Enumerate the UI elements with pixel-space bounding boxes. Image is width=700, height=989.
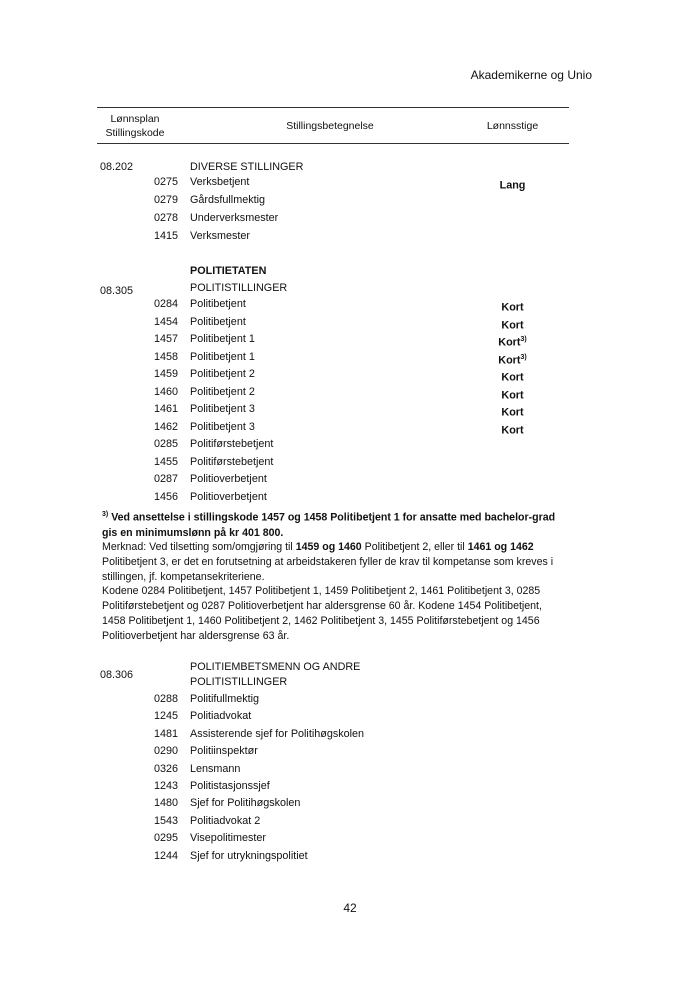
stillingskode: 0278: [153, 212, 178, 224]
table-header-rule: [97, 143, 569, 144]
lonnsstige: Lang: [499, 179, 526, 192]
section-heading: POLITIETATEN: [190, 265, 267, 277]
stillingskode: 1415: [153, 230, 178, 242]
table-row: [0, 366, 700, 383]
stillingskode: 0284: [153, 298, 178, 310]
table-row: [0, 848, 700, 865]
stillingskode: 1543: [153, 814, 178, 827]
group-code: 08.305: [100, 285, 134, 297]
stillingsbetegnelse: Politiinspektør: [190, 745, 258, 758]
stillingskode: 1480: [153, 797, 178, 810]
stillingskode: 1455: [153, 455, 178, 468]
table-row: [0, 296, 700, 313]
table-row: [0, 761, 700, 778]
lonnsstige: Kort$^{3)}$: [498, 336, 527, 349]
table-top-rule: [97, 107, 569, 108]
group-title: DIVERSE STILLINGER: [190, 161, 304, 173]
stillingsbetegnelse: Gårdsfullmektig: [190, 194, 266, 206]
stillingsbetegnelse: Visepolitimester: [190, 832, 267, 845]
table-row: [0, 419, 700, 436]
lonnsstige: Kort: [501, 424, 524, 437]
table-row: [0, 349, 700, 366]
stillingskode: 1459: [153, 368, 178, 380]
stillingsbetegnelse: Politiførstebetjent: [190, 438, 274, 450]
group-code: 08.202: [100, 161, 134, 173]
table-row: [0, 228, 700, 245]
table-row: [0, 743, 700, 760]
lonnsstige: Kort: [501, 371, 524, 384]
table-row: [0, 489, 700, 506]
lonnsstige: Kort: [501, 389, 524, 402]
table-row: [0, 726, 700, 743]
stillingskode: 1457: [153, 333, 178, 345]
stillingsbetegnelse: Politibetjent 1: [190, 333, 255, 345]
col-header-stillingsbetegnelse: Stillingsbetegnelse: [286, 120, 374, 132]
table-row: [0, 471, 700, 488]
lonnsstige: Kort: [501, 406, 524, 419]
table-row: [0, 708, 700, 725]
table-row: [0, 691, 700, 708]
stillingsbetegnelse: Politiadvokat 2: [190, 814, 261, 827]
stillingsbetegnelse: Politibetjent 2: [190, 385, 255, 398]
lonnsstige: Kort: [501, 301, 524, 314]
stillingskode: 1245: [153, 710, 178, 723]
stillingsbetegnelse: Politibetjent 2: [190, 368, 255, 380]
table-row: [0, 454, 700, 471]
stillingskode: 0285: [153, 438, 178, 450]
stillingskode: 1454: [153, 315, 178, 328]
stillingskode: 1460: [153, 385, 178, 398]
stillingskode: 1456: [153, 490, 178, 503]
stillingsbetegnelse: Lensmann: [190, 762, 241, 775]
footnote-ref: 3): [520, 353, 527, 361]
table-row: [0, 830, 700, 847]
stillingsbetegnelse: Politifullmektig: [190, 693, 260, 705]
stillingsbetegnelse: Politibetjent 3: [190, 420, 255, 433]
footnote: $^{3)}$ Ved ansettelse i stillingskode 1457 og 1458 Politibetjent 1 for ansatte med bachelor-grad gis en minimumslønn på kr 401 800.: [102, 511, 556, 539]
table-row: [0, 314, 700, 331]
table-row: [0, 384, 700, 401]
stillingsbetegnelse: Politibetjent: [190, 298, 246, 310]
stillingsbetegnelse: Politibetjent 3: [190, 403, 255, 415]
group-title: POLITIEMBETSMENN OG ANDRE POLITISTILLINGER: [190, 661, 361, 688]
stillingskode: 0295: [153, 832, 178, 845]
stillingsbetegnelse: Politioverbetjent: [190, 473, 267, 485]
lonnsstige: Kort$^{3)}$: [498, 353, 527, 367]
table-row: [0, 795, 700, 812]
lonnsstige: Kort: [501, 319, 524, 332]
document-header-org: Akademikerne og Unio: [470, 68, 592, 82]
group-code: 08.306: [100, 669, 134, 681]
stillingsbetegnelse: Politistasjonssjef: [190, 780, 270, 792]
table-row: [0, 192, 700, 209]
stillingskode: 1461: [153, 403, 178, 415]
table-row: [0, 174, 700, 191]
stillingskode: 0290: [153, 745, 178, 758]
table-row: [0, 436, 700, 453]
stillingsbetegnelse: Verksbetjent: [190, 176, 250, 188]
stillingsbetegnelse: Underverksmester: [190, 212, 279, 224]
table-row: [0, 331, 700, 348]
stillingskode: 1458: [153, 350, 178, 363]
stillingskode: 1243: [153, 780, 178, 792]
table-row: [0, 401, 700, 418]
stillingskode: 1481: [153, 727, 178, 740]
stillingskode: 0279: [153, 194, 178, 206]
table-row: [0, 210, 700, 227]
stillingskode: 0287: [153, 473, 178, 485]
stillingsbetegnelse: Politibetjent: [190, 315, 246, 328]
stillingsbetegnelse: Politiadvokat: [190, 710, 252, 723]
stillingsbetegnelse: Sjef for utrykningspolitiet: [190, 849, 308, 862]
stillingsbetegnelse: Assisterende sjef for Politihøgskolen: [190, 727, 365, 740]
table-row: [0, 778, 700, 795]
col-header-lonnsplan: Lønnsplan Stillingskode: [105, 113, 165, 139]
stillingsbetegnelse: Politibetjent 1: [190, 350, 255, 363]
stillingskode: 1462: [153, 420, 178, 433]
col-header-lonnsstige: Lønnsstige: [486, 120, 539, 132]
page-number: 42: [343, 901, 357, 915]
stillingsbetegnelse: Sjef for Politihøgskolen: [190, 797, 301, 810]
stillingskode: 0275: [153, 176, 178, 188]
stillingskode: 0288: [153, 693, 178, 705]
group-title: POLITISTILLINGER: [190, 282, 288, 294]
merknad-text: Merknad: Ved tilsetting som/omgjøring til 1459 og 1460 Politibetjent 2, eller til 1461 og 1462 Politibetjent 3, er det en forutsetning at arbeidstakeren fyller de krav til kompetanse som kreves i stillingen, jf. kompetansekriteriene.: [102, 541, 554, 583]
stillingskode: 1244: [153, 849, 178, 862]
table-row: [0, 813, 700, 830]
footnote-ref: 3): [520, 336, 527, 343]
stillingskode: 0326: [153, 762, 178, 775]
stillingsbetegnelse: Verksmester: [190, 230, 250, 242]
aldersgrense-text: Kodene 0284 Politibetjent, 1457 Politibetjent 1, 1459 Politibetjent 2, 1461 Politibetjent 3, 0285 Politiførstebetjent og 0287 Politioverbetjent har aldersgrense 60 år. Kodene 1454 Politibetjent, 1458 Politibetjent 1, 1460 Politibetjent 2, 1462 Politibetjent 3, 1455 Politiførstebetjent og 1456 Politioverbetjent har aldersgrense 63 år.: [102, 585, 542, 642]
stillingsbetegnelse: Politiførstebetjent: [190, 455, 274, 468]
stillingsbetegnelse: Politioverbetjent: [190, 490, 267, 503]
